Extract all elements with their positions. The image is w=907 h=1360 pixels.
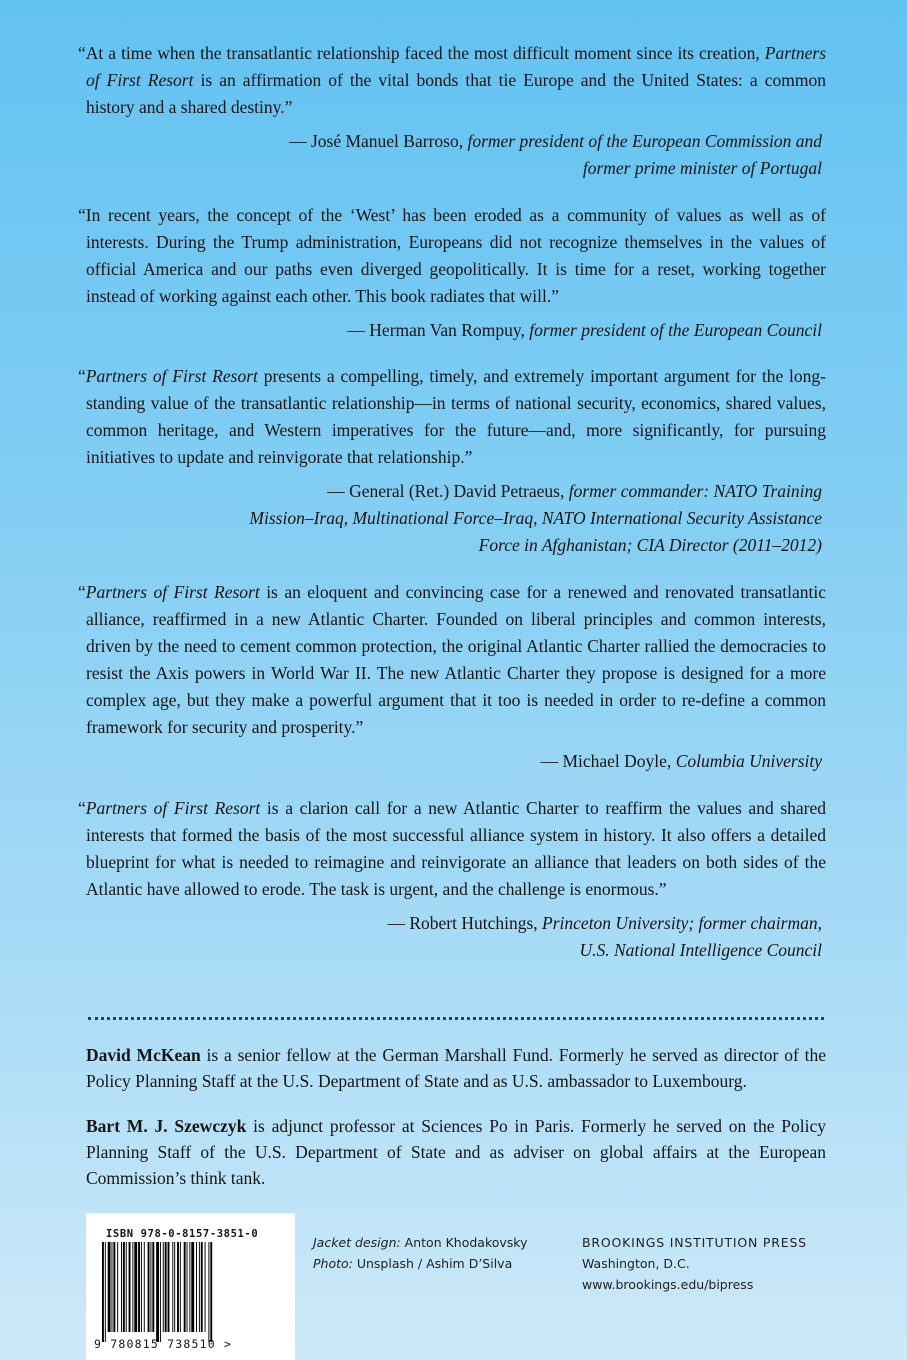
blurb-petraeus xyxy=(78,363,826,559)
attribution-name: — Robert Hutchings, xyxy=(387,913,543,933)
barcode-bar xyxy=(165,1242,167,1332)
barcode-bar xyxy=(117,1242,118,1332)
barcode-bar xyxy=(180,1242,181,1332)
open-quote: “ xyxy=(78,582,86,602)
blurb-van-rompuy xyxy=(78,202,826,344)
barcode-bar xyxy=(168,1242,170,1332)
attribution-name: — Herman Van Rompuy, xyxy=(347,320,530,340)
attribution-role: former prime minister of Portugal xyxy=(582,158,822,178)
barcode-bar xyxy=(191,1242,194,1332)
book-title-italic: Partners of First Resort xyxy=(85,798,261,818)
author-bio-szewczyk xyxy=(86,1113,826,1191)
attribution-role: former commander: NATO Training xyxy=(568,481,822,501)
barcode-bar xyxy=(160,1242,161,1342)
barcode-bar xyxy=(174,1242,175,1332)
isbn-digits: 9 780815 738510 > xyxy=(94,1337,233,1351)
blurb-text-end: is an eloquent and convincing case for a renewed and renovated transatlantic alliance, reaffirmed in a new Atlantic Charter. Founded on liberal principles and common interests, driven by the need to cement common protection, the original Atlantic Charter rallied the democracies to resist the Axis powers in World War II. The new Atlantic Charter they propose is designed for a more complex age, but they make a powerful argument that it too is needed in order to re-define a common framework for security and prosperity.” xyxy=(86,582,826,737)
author-bio-text: is adjunct professor at Sciences Po in Paris. Formerly he served on the Policy Planning Staff of the U.S. Department of State and as adviser on global affairs at the European Commission’s think tank. xyxy=(86,1116,826,1188)
barcode-bar xyxy=(152,1242,154,1332)
barcode-bar xyxy=(108,1242,111,1332)
barcode-bar xyxy=(150,1242,151,1332)
barcode-bar xyxy=(172,1242,173,1332)
author-bio-text: is a senior fellow at the German Marshall Fund. Formerly he served as director of the Policy Planning Staff at the U.S. Department of State and as U.S. ambassador to Luxembourg. xyxy=(86,1045,826,1091)
barcode-bar xyxy=(132,1242,133,1332)
attribution-role: former president of the European Council xyxy=(529,320,822,340)
publisher-info xyxy=(582,1232,807,1295)
attribution-role: Princeton University; former chairman, xyxy=(542,913,822,933)
blurb-barroso xyxy=(78,40,826,182)
barcode-bar xyxy=(121,1242,122,1332)
blurb-attribution xyxy=(86,317,822,344)
open-quote: “ xyxy=(78,366,86,386)
blurb-text xyxy=(78,795,827,903)
blurb-text-start: “At a time when the transatlantic relationship faced the most difficult moment since its creation, xyxy=(78,43,765,63)
isbn-barcode xyxy=(86,1213,295,1360)
blurb-attribution xyxy=(86,128,822,182)
barcode-bar xyxy=(205,1242,206,1332)
barcode-bar xyxy=(105,1242,106,1342)
cover-credits xyxy=(313,1232,528,1274)
barcode-bar xyxy=(138,1242,140,1332)
publisher-name: BROOKINGS INSTITUTION PRESS xyxy=(582,1235,807,1250)
barcode-bar xyxy=(196,1242,197,1332)
blurb-doyle xyxy=(78,579,826,775)
book-title-italic: Partners of First Resort xyxy=(85,582,260,602)
attribution-role: Columbia University xyxy=(675,751,822,771)
credit-label: Jacket design: xyxy=(313,1235,401,1250)
attribution-name: — Michael Doyle, xyxy=(540,751,676,771)
barcode-bar xyxy=(112,1242,113,1332)
barcode-bar xyxy=(177,1242,179,1332)
barcode-bar xyxy=(156,1242,159,1342)
attribution-name: — José Manuel Barroso, xyxy=(289,131,468,151)
blurb-text xyxy=(78,363,826,471)
publisher-city: Washington, D.C. xyxy=(582,1256,690,1271)
photo-credit xyxy=(313,1253,528,1274)
barcode-bar xyxy=(113,1242,115,1332)
publisher-url: www.brookings.edu/bipress xyxy=(582,1277,754,1292)
blurb-text-end: presents a compelling, timely, and extremely important argument for the long-standing value of the transatlantic relationship—in terms of national security, economics, shared values, common heritage, and Western imperatives for the future—and, more significantly, for pursuing initiatives to update and reinvigorate that relationship.” xyxy=(86,366,826,467)
attribution-role: former president of the European Commission and xyxy=(467,131,822,151)
barcode-bar xyxy=(123,1242,125,1332)
barcode-bar xyxy=(148,1242,150,1332)
blurb-text xyxy=(78,40,826,121)
credit-value: Anton Khodakovsky xyxy=(400,1235,528,1250)
blurb-text-end: is a clarion call for a new Atlantic Charter to reaffirm the values and shared interests that formed the basis of the most successful alliance system in history. It also offers a detailed blueprint for what is needed to reimagine and reinvigorate an alliance that leaders on both sides of the Atlantic have allowed to erode. The task is urgent, and the challenge is enormous.” xyxy=(86,798,827,899)
attribution-name: — General (Ret.) David Petraeus, xyxy=(327,481,569,501)
attribution-role: Force in Afghanistan; CIA Director (2011–2012) xyxy=(478,535,822,555)
author-name: David McKean xyxy=(86,1045,201,1065)
author-name: Bart M. J. Szewczyk xyxy=(86,1116,247,1136)
barcode-bar xyxy=(201,1242,203,1332)
blurb-hutchings xyxy=(78,795,827,964)
attribution-role: Mission–Iraq, Multinational Force–Iraq, NATO International Security Assistance xyxy=(249,508,822,528)
barcode-bar xyxy=(208,1242,209,1342)
book-title-italic: Partners of First Resort xyxy=(85,366,258,386)
barcode-bar xyxy=(126,1242,127,1332)
barcode-bar xyxy=(129,1242,131,1332)
barcode-bars xyxy=(102,1242,282,1350)
book-title-italic: Partners of First Resort xyxy=(86,43,826,90)
barcode-bar xyxy=(163,1242,164,1332)
barcode-bar xyxy=(134,1242,137,1332)
barcode-bar xyxy=(199,1242,200,1332)
attribution-role: U.S. National Intelligence Council xyxy=(579,940,822,960)
credit-label: Photo: xyxy=(313,1256,353,1271)
author-bio-mckean xyxy=(86,1042,826,1094)
blurb-attribution xyxy=(86,910,822,964)
blurb-text xyxy=(78,579,826,741)
barcode-bar xyxy=(187,1242,188,1332)
jacket-design-credit xyxy=(313,1232,528,1253)
barcode-bar xyxy=(141,1242,142,1332)
barcode-bar xyxy=(210,1242,212,1342)
blurb-text: “In recent years, the concept of the ‘West’ has been eroded as a community of values as well as of interests. During the Trump administration, Europeans did not recognize themselves in the values of official America and our paths even diverged geopolitically. It is time for a reset, working together instead of working against each other. This book radiates that will.” xyxy=(78,205,826,306)
blurb-attribution xyxy=(86,748,822,775)
barcode-bar xyxy=(184,1242,186,1332)
barcode-bar xyxy=(189,1242,190,1332)
isbn-label: ISBN 978-0-8157-3851-0 xyxy=(106,1228,259,1240)
barcode-bar xyxy=(102,1242,104,1342)
blurb-attribution xyxy=(86,478,822,559)
credit-value: Unsplash / Ashim D’Silva xyxy=(352,1256,513,1271)
open-quote: “ xyxy=(78,798,86,818)
barcode-bar xyxy=(144,1242,145,1332)
blurb-text-end: is an affirmation of the vital bonds that tie Europe and the United States: a common history and a shared destiny.” xyxy=(86,70,826,117)
dotted-divider xyxy=(88,1017,824,1020)
